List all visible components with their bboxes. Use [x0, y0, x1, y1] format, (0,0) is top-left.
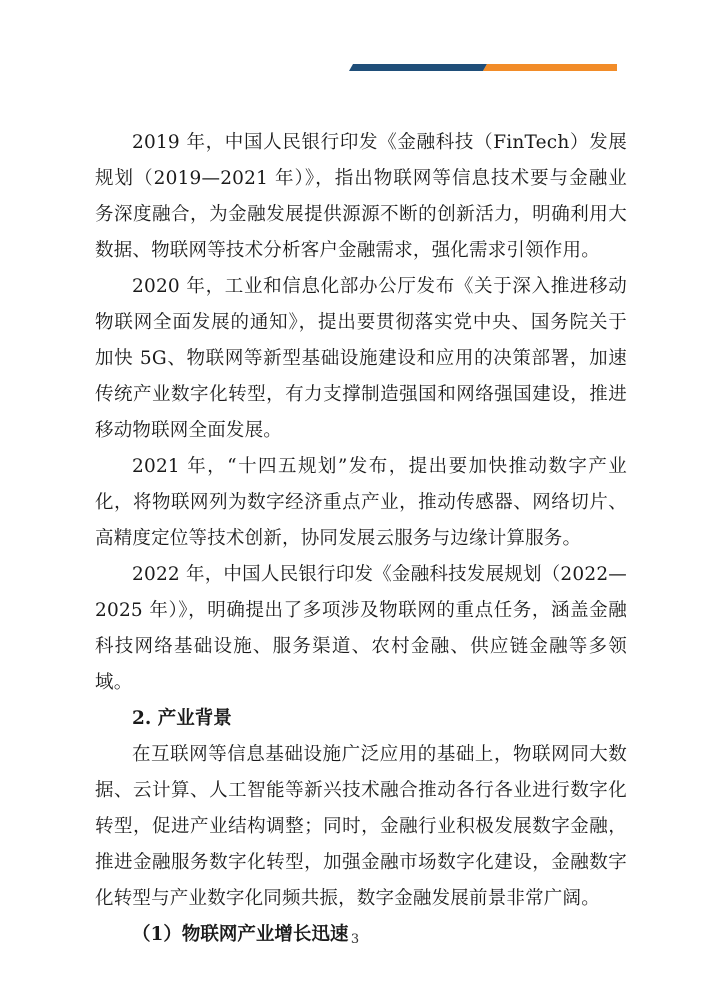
subheading-iot-growth: （1）物联网产业增长迅速	[132, 924, 349, 945]
paragraph-2022-fintech-plan: 2022 年，中国人民银行印发《金融科技发展规划（2022—2025 年）》，明确提出了多项涉及物联网的重点任务，涵盖金融科技网络基础设施、服务渠道、农村金融、供应链金融等多领域。	[95, 564, 627, 693]
heading-industry-background: 2. 产业背景	[132, 708, 232, 729]
paragraph-industry-background: 在互联网等信息基础设施广泛应用的基础上，物联网同大数据、云计算、人工智能等新兴技术融合推动各行各业进行数字化转型，促进产业结构调整；同时，金融行业积极发展数字金融，推进金融服务数字化转型，加强金融市场数字化建设，金融数字化转型与产业数字化同频共振，数字金融发展前景非常广阔。	[95, 744, 627, 909]
document-body	[95, 125, 627, 953]
paragraph-2020-iot-notice: 2020 年，工业和信息化部办公厅发布《关于深入推进移动物联网全面发展的通知》，提出要贯彻落实党中央、国务院关于加快 5G、物联网等新型基础设施建设和应用的决策部署，加速传统产业数字化转型，有力支撑制造强国和网络强国建设，推进移动物联网全面发展。	[95, 276, 627, 441]
header-decorative-bar	[349, 64, 617, 71]
paragraph-2021-five-year-plan: 2021 年，“十四五规划”发布，提出要加快推动数字产业化，将物联网列为数字经济重点产业，推动传感器、网络切片、高精度定位等技术创新，协同发展云服务与边缘计算服务。	[95, 456, 627, 549]
page-number: 3	[350, 932, 360, 947]
paragraph-2019-fintech-plan: 2019 年，中国人民银行印发《金融科技（FinTech）发展规划（2019—2021 年）》，指出物联网等信息技术要与金融业务深度融合，为金融发展提供源源不断的创新活力，明确利用大数据、物联网等技术分析客户金融需求，强化需求引领作用。	[95, 132, 627, 261]
